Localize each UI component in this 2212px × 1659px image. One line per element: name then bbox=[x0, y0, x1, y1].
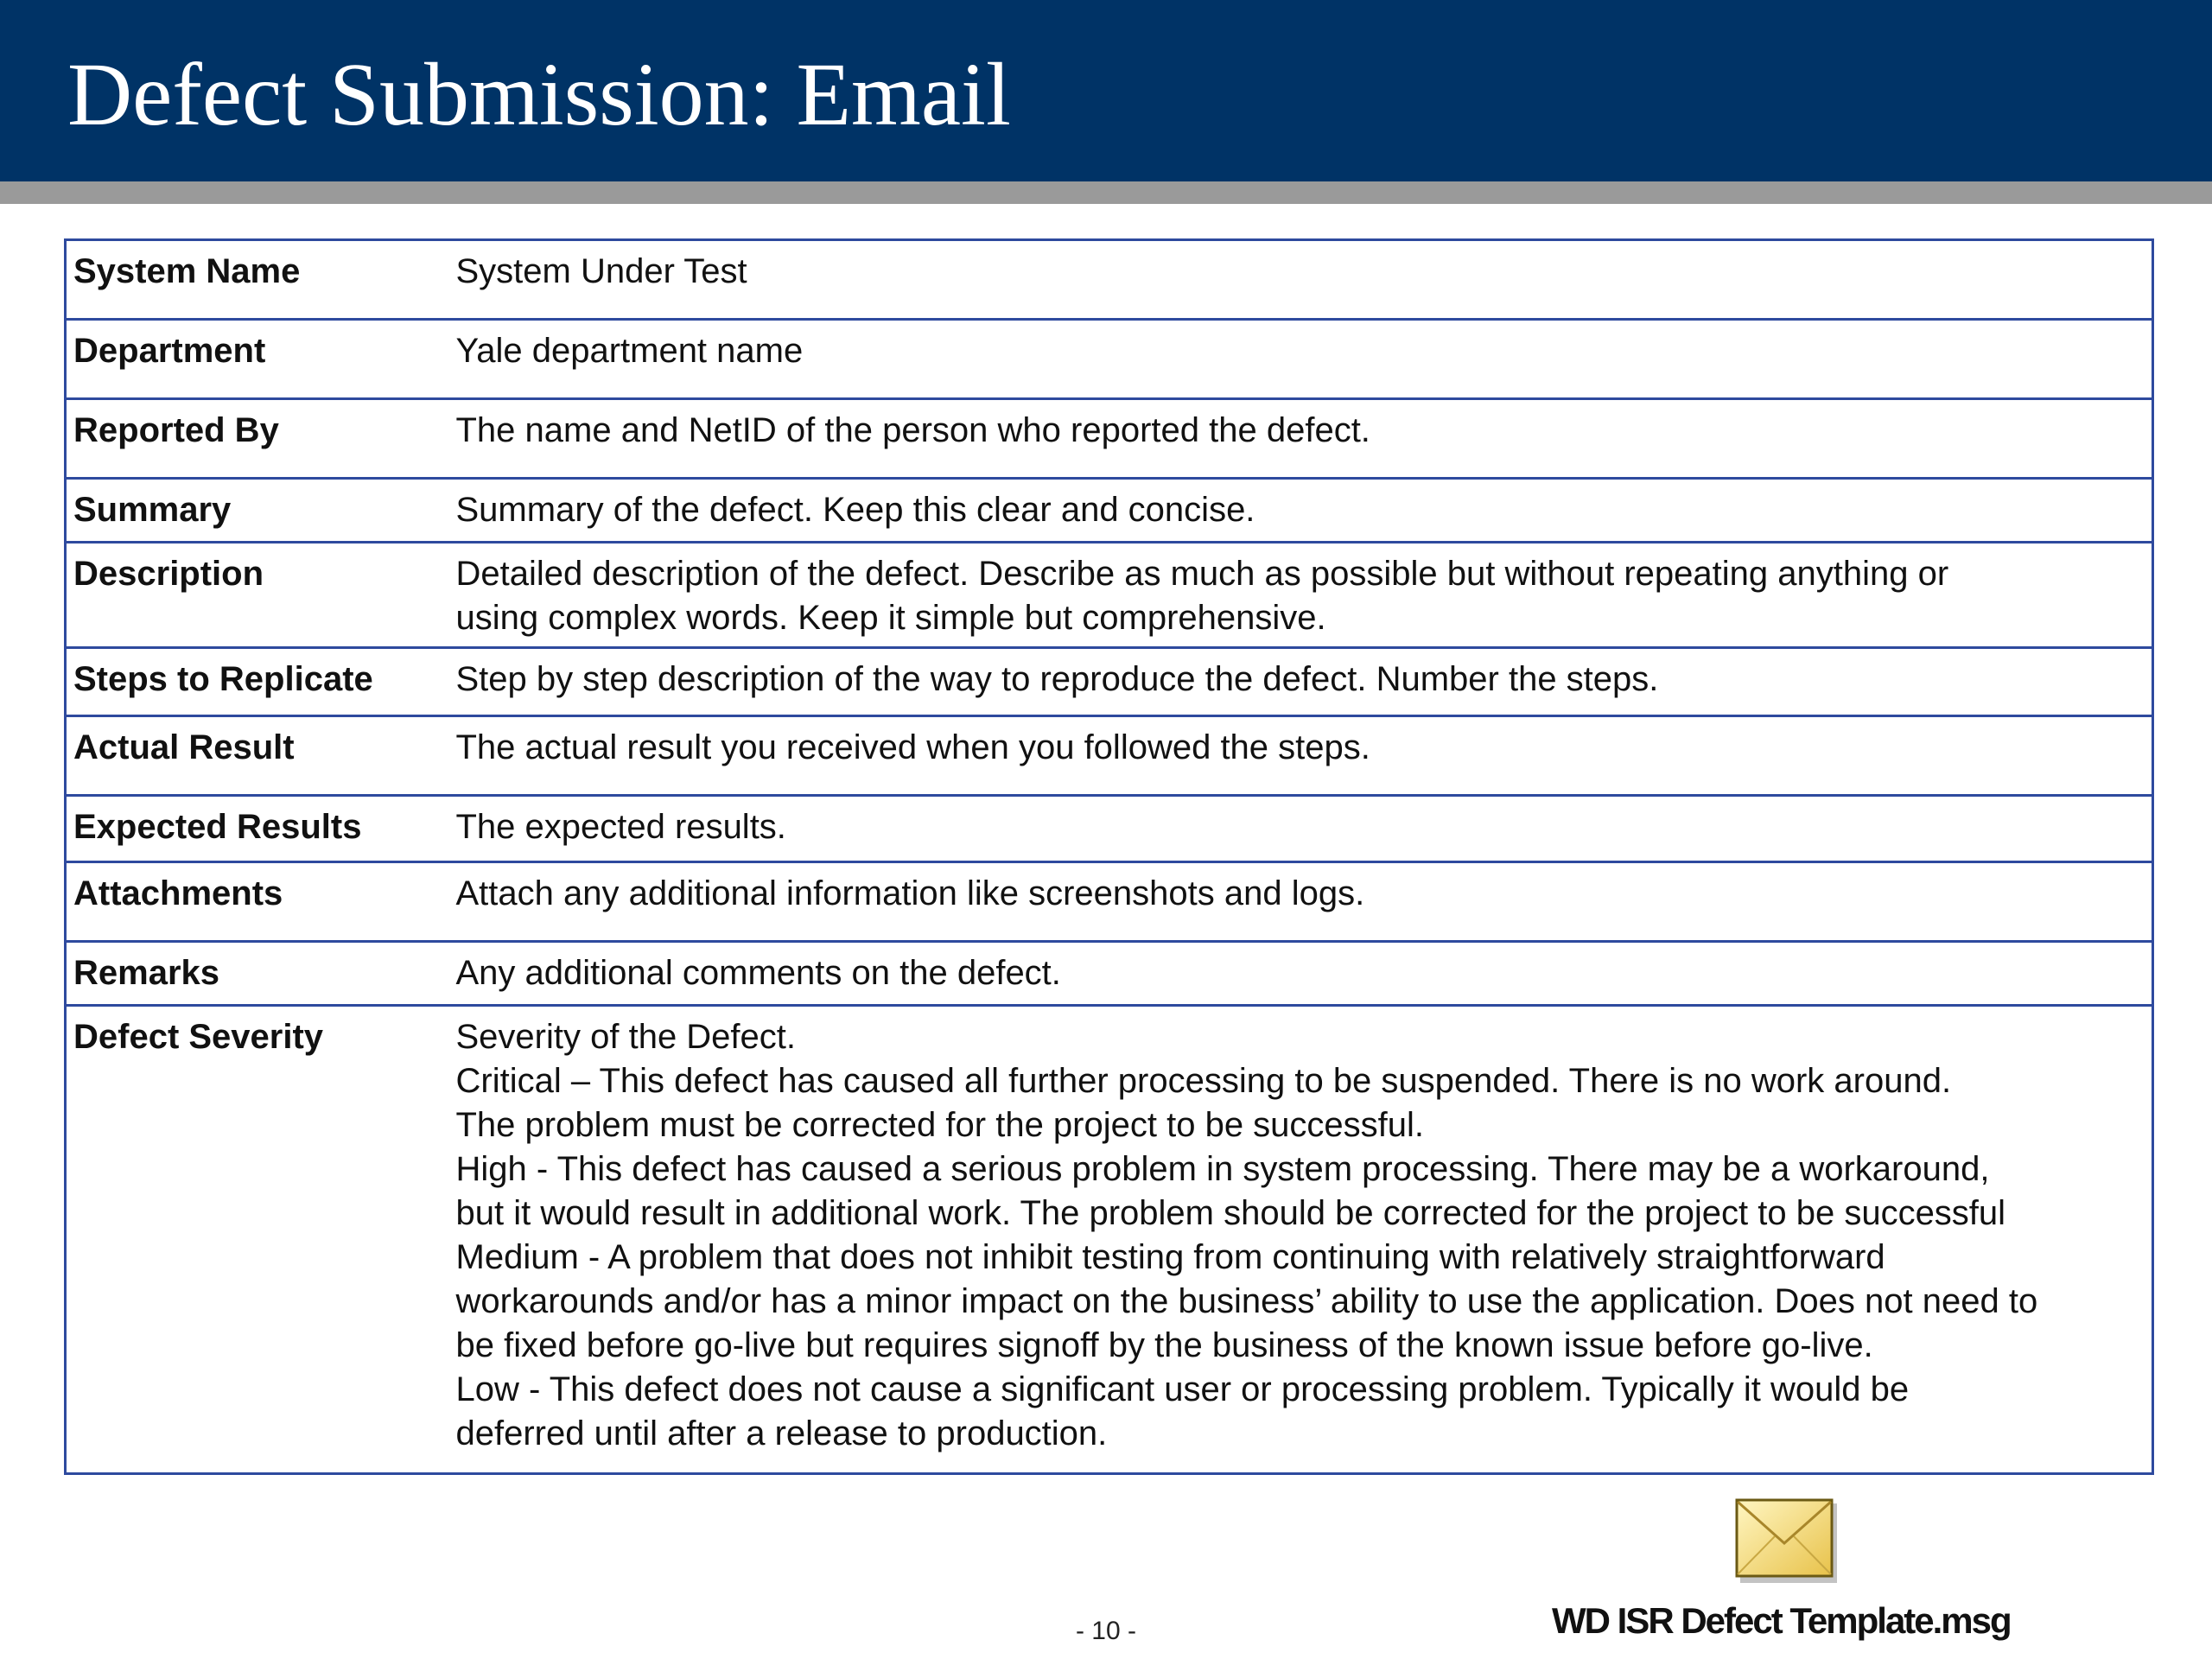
field-value: Severity of the Defect. Critical – This defect has caused all further processing to be suspended. There is no work around. The problem must be corrected for the project to be successful. High - This defect has caused a serious problem in system processing. There may be a workaround, but it would result in additional work. The problem should be corrected for the project to be successful Medium - A problem that does not inhibit testing from continuing with relatively straightforward workarounds and/or has a minor impact on the business’ ability to use the application. Does not need to be fixed before go-live but requires signoff by the business of the known issue before go-live. Low - This defect does not cause a significant user or processing problem. Typically it would be deferred until after a release to production. bbox=[451, 1006, 2153, 1474]
field-value: Yale department name bbox=[451, 320, 2153, 399]
field-value: System Under Test bbox=[451, 240, 2153, 320]
field-value: Attach any additional information like screenshots and logs. bbox=[451, 862, 2153, 942]
table-row bbox=[66, 1006, 2153, 1474]
field-label: Description bbox=[66, 543, 451, 648]
attachment-filename[interactable]: WD ISR Defect Template.msg bbox=[1552, 1600, 2011, 1641]
field-label: Attachments bbox=[66, 862, 451, 942]
title-divider bbox=[0, 181, 2212, 204]
field-value: The expected results. bbox=[451, 796, 2153, 862]
field-label: Actual Result bbox=[66, 716, 451, 796]
field-value: Step by step description of the way to reproduce the defect. Number the steps. bbox=[451, 648, 2153, 716]
field-label: Reported By bbox=[66, 399, 451, 479]
table-row bbox=[66, 240, 2153, 320]
table-row bbox=[66, 479, 2153, 543]
table-row bbox=[66, 716, 2153, 796]
table-row bbox=[66, 399, 2153, 479]
field-label: Summary bbox=[66, 479, 451, 543]
defect-template-table bbox=[64, 238, 2154, 1475]
field-value: Summary of the defect. Keep this clear and concise. bbox=[451, 479, 2153, 543]
field-value: The actual result you received when you followed the steps. bbox=[451, 716, 2153, 796]
page-number: - 10 - bbox=[1075, 1617, 1137, 1645]
table-row bbox=[66, 862, 2153, 942]
field-value: The name and NetID of the person who reported the defect. bbox=[451, 399, 2153, 479]
field-label: System Name bbox=[66, 240, 451, 320]
slide-title: Defect Submission: Email bbox=[67, 45, 1011, 144]
envelope-icon[interactable] bbox=[1735, 1498, 1837, 1583]
table-row bbox=[66, 796, 2153, 862]
table-row bbox=[66, 942, 2153, 1006]
table-row bbox=[66, 320, 2153, 399]
field-label: Department bbox=[66, 320, 451, 399]
field-label: Expected Results bbox=[66, 796, 451, 862]
table-row bbox=[66, 543, 2153, 648]
field-value: Any additional comments on the defect. bbox=[451, 942, 2153, 1006]
table-row bbox=[66, 648, 2153, 716]
field-label: Remarks bbox=[66, 942, 451, 1006]
field-label: Steps to Replicate bbox=[66, 648, 451, 716]
field-label: Defect Severity bbox=[66, 1006, 451, 1474]
title-bar bbox=[0, 0, 2212, 181]
field-value: Detailed description of the defect. Describe as much as possible but without repeating anything or using complex words. Keep it simple but comprehensive. bbox=[451, 543, 2153, 648]
